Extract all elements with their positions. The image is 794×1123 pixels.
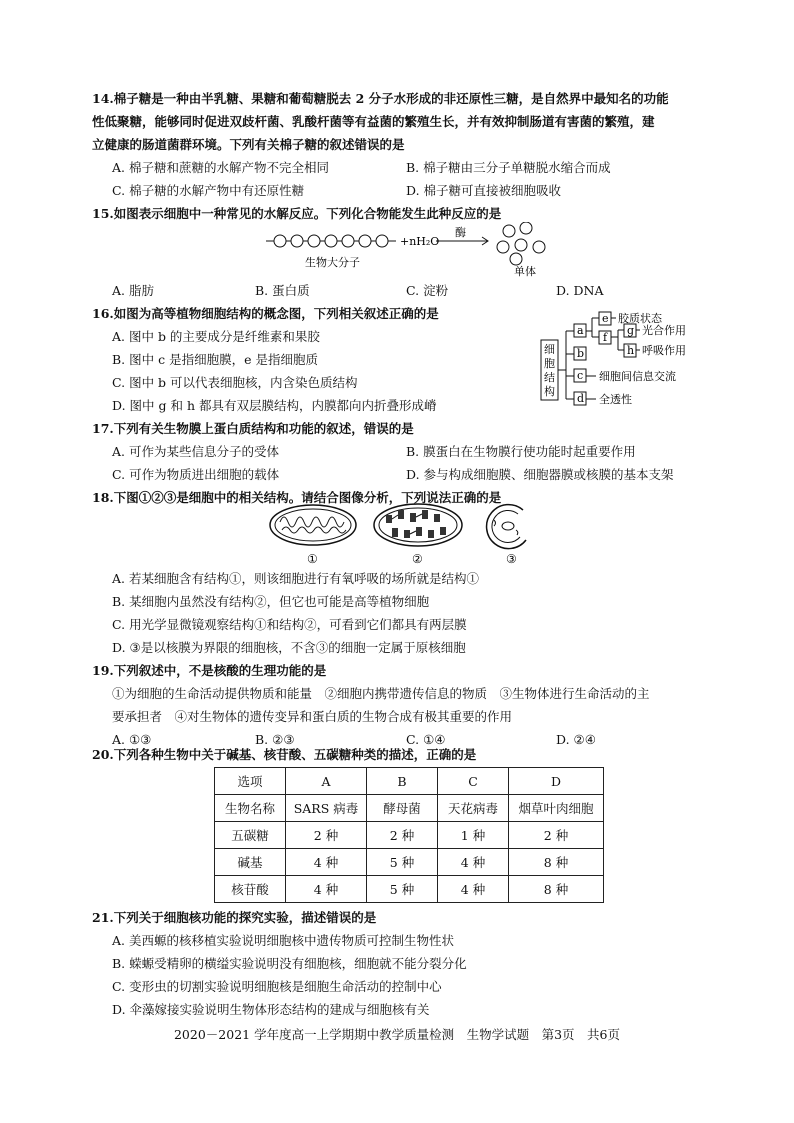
node-e: e bbox=[602, 312, 609, 325]
q16-stem: 16.如图为高等植物细胞结构的概念图，下列相关叙述正确的是 bbox=[92, 306, 439, 321]
table-cell: 5 种 bbox=[367, 849, 438, 876]
node-g: g bbox=[627, 324, 635, 337]
root-label-char: 胞 bbox=[544, 357, 555, 370]
q18-stem: 18.下图①②③是细胞中的相关结构。请结合图像分析，下列说法正确的是 bbox=[92, 490, 502, 505]
q19-statement-line: 要承担者 ④对生物体的遗传变异和蛋白质的生物合成有极其重要的作用 bbox=[112, 709, 513, 724]
table-cell: 4 种 bbox=[286, 849, 367, 876]
q17-option-c: C. 可作为物质进出细胞的载体 bbox=[112, 467, 280, 482]
page-footer: 2020－2021 学年度高一上学期期中教学质量检测 生物学试题 第3页 共6页 bbox=[173, 1027, 620, 1042]
table-cell: 烟草叶肉细胞 bbox=[509, 795, 604, 822]
monomer-label: 单体 bbox=[514, 265, 536, 278]
enzyme-label: 酶 bbox=[455, 226, 466, 239]
q21-option-b: B. 蝾螈受精卵的横缢实验说明没有细胞核，细胞就不能分裂分化 bbox=[112, 956, 467, 971]
node-d: d bbox=[577, 392, 585, 405]
node-h: h bbox=[627, 344, 635, 357]
node-b: b bbox=[577, 347, 585, 360]
q14-stem-line: 性低聚糖，能够同时促进双歧杆菌、乳酸杆菌等有益菌的繁殖生长，并有效抑制肠道有害菌的繁殖，建 bbox=[92, 114, 655, 129]
table-cell: 选项 bbox=[215, 768, 286, 795]
q18-option-a: A. 若某细胞含有结构①，则该细胞进行有氧呼吸的场所就是结构① bbox=[112, 571, 479, 586]
q17-option-a: A. 可作为某些信息分子的受体 bbox=[112, 444, 279, 459]
table-cell: 4 种 bbox=[438, 849, 509, 876]
table-cell: 4 种 bbox=[286, 876, 367, 903]
table-cell: A bbox=[286, 768, 367, 795]
q14-stem-line: 14.棉子糖是一种由半乳糖、果糖和葡萄糖脱去 2 分子水形成的非还原性三糖，是自然界中最知名的功能 bbox=[92, 91, 669, 106]
table-header-row bbox=[215, 768, 604, 795]
table-cell: 2 种 bbox=[509, 822, 604, 849]
h-description: 呼吸作用 bbox=[642, 344, 686, 357]
table-cell: 5 种 bbox=[367, 876, 438, 903]
figure-label-1: ① bbox=[307, 552, 318, 566]
figure-label-2: ② bbox=[412, 552, 423, 566]
q14-option-d: D. 棉子糖可直接被细胞吸收 bbox=[406, 183, 562, 198]
q21-option-d: D. 伞藻嫁接实验说明生物体形态结构的建成与细胞核有关 bbox=[112, 1002, 430, 1017]
g-description: 光合作用 bbox=[642, 324, 686, 337]
organelle-diagrams bbox=[268, 500, 538, 568]
root-label-char: 细 bbox=[544, 343, 555, 356]
table-cell: 生物名称 bbox=[215, 795, 286, 822]
node-a: a bbox=[577, 324, 584, 337]
table-cell: 碱基 bbox=[215, 849, 286, 876]
q20-table bbox=[214, 767, 604, 903]
table-cell: 酵母菌 bbox=[367, 795, 438, 822]
q19-statement-line: ①为细胞的生命活动提供物质和能量 ②细胞内携带遗传信息的物质 ③生物体进行生命活动的主 bbox=[112, 686, 650, 701]
c-description: 细胞间信息交流 bbox=[599, 370, 676, 383]
figure-label-3: ③ bbox=[506, 552, 517, 566]
table-row bbox=[215, 849, 604, 876]
table-cell: 8 种 bbox=[509, 849, 604, 876]
q19-option-a: A. ①③ bbox=[112, 732, 152, 747]
table-cell: SARS 病毒 bbox=[286, 795, 367, 822]
table-row bbox=[215, 876, 604, 903]
q17-option-b: B. 膜蛋白在生物膜行使功能时起重要作用 bbox=[406, 444, 636, 459]
q19-option-c: C. ①④ bbox=[406, 732, 446, 747]
table-cell: 核苷酸 bbox=[215, 876, 286, 903]
table-cell: C bbox=[438, 768, 509, 795]
q14-option-a: A. 棉子糖和蔗糖的水解产物不完全相同 bbox=[112, 160, 329, 175]
q18-option-c: C. 用光学显微镜观察结构①和结构②，可看到它们都具有两层膜 bbox=[112, 617, 467, 632]
table-cell: D bbox=[509, 768, 604, 795]
q14-option-c: C. 棉子糖的水解产物中有还原性糖 bbox=[112, 183, 305, 198]
table-cell: 天花病毒 bbox=[438, 795, 509, 822]
q19-option-b: B. ②③ bbox=[255, 732, 295, 747]
root-label-char: 构 bbox=[544, 385, 555, 398]
table-cell: 2 种 bbox=[367, 822, 438, 849]
q15-stem: 15.如图表示细胞中一种常见的水解反应。下列化合物能发生此种反应的是 bbox=[92, 206, 502, 221]
table-cell: 4 种 bbox=[438, 876, 509, 903]
node-c: c bbox=[577, 369, 584, 382]
q20-stem: 20.下列各种生物中关于碱基、核苷酸、五碳糖种类的描述，正确的是 bbox=[92, 747, 477, 762]
nucleus-figure bbox=[487, 505, 526, 549]
table-cell: 2 种 bbox=[286, 822, 367, 849]
q14-stem-line: 立健康的肠道菌群环境。下列有关棉子糖的叙述错误的是 bbox=[92, 137, 405, 152]
root-label-char: 结 bbox=[544, 371, 555, 384]
node-f: f bbox=[603, 331, 608, 344]
q18-option-d: D. ③是以核膜为界限的细胞核，不含③的细胞一定属于原核细胞 bbox=[112, 640, 466, 655]
q21-stem: 21.下列关于细胞核功能的探究实验，描述错误的是 bbox=[92, 910, 377, 925]
table-cell: 五碳糖 bbox=[215, 822, 286, 849]
q18-option-b: B. 某细胞内虽然没有结构②，但它也可能是高等植物细胞 bbox=[112, 594, 430, 609]
q16-option-c: C. 图中 b 可以代表细胞核，内含染色质结构 bbox=[112, 375, 358, 390]
table-cell: 1 种 bbox=[438, 822, 509, 849]
table-row bbox=[215, 795, 604, 822]
macromolecule-label: 生物大分子 bbox=[305, 256, 360, 269]
q16-option-b: B. 图中 c 是指细胞膜，e 是指细胞质 bbox=[112, 352, 318, 367]
chloroplast-figure bbox=[374, 504, 462, 546]
q15-option-d: D. DNA bbox=[556, 283, 604, 298]
mitochondrion-figure bbox=[270, 505, 356, 545]
q19-stem: 19.下列叙述中，不是核酸的生理功能的是 bbox=[92, 663, 327, 678]
q17-option-d: D. 参与构成细胞膜、细胞器膜或核膜的基本支架 bbox=[406, 467, 674, 482]
table-row bbox=[215, 822, 604, 849]
d-description: 全透性 bbox=[599, 393, 632, 406]
q15-option-c: C. 淀粉 bbox=[406, 283, 449, 298]
q15-option-a: A. 脂肪 bbox=[112, 283, 154, 298]
hydrolysis-diagram bbox=[258, 222, 558, 278]
q15-option-b: B. 蛋白质 bbox=[255, 283, 310, 298]
e-description: 胶质状态 bbox=[618, 312, 662, 325]
q14-option-b: B. 棉子糖由三分子单糖脱水缩合而成 bbox=[406, 160, 611, 175]
table-cell: B bbox=[367, 768, 438, 795]
q14-stem bbox=[92, 87, 712, 156]
water-term: +nH₂O bbox=[400, 235, 440, 248]
q17-stem: 17.下列有关生物膜上蛋白质结构和功能的叙述，错误的是 bbox=[92, 421, 414, 436]
q21-option-c: C. 变形虫的切割实验说明细胞核是细胞生命活动的控制中心 bbox=[112, 979, 442, 994]
q21-option-a: A. 美西螈的核移植实验说明细胞核中遗传物质可控制生物性状 bbox=[112, 933, 454, 948]
table-cell: 8 种 bbox=[509, 876, 604, 903]
q16-option-d: D. 图中 g 和 h 都具有双层膜结构，内膜都向内折叠形成嵴 bbox=[112, 398, 437, 413]
q19-option-d: D. ②④ bbox=[556, 732, 596, 747]
q16-option-a: A. 图中 b 的主要成分是纤维素和果胶 bbox=[112, 329, 320, 344]
cell-structure-concept-map bbox=[536, 306, 714, 410]
